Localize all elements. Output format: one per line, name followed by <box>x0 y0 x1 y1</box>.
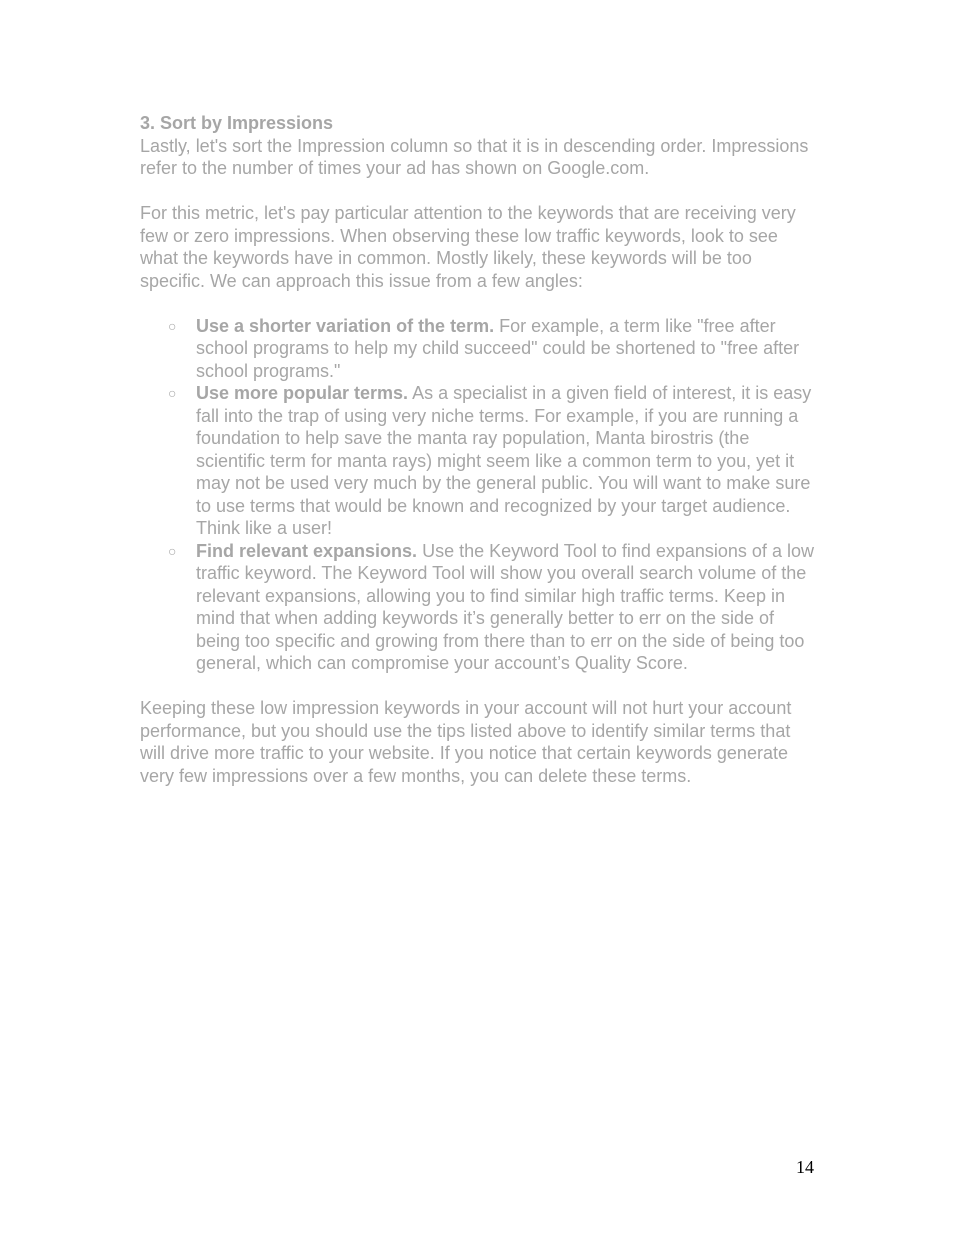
list-item <box>140 382 820 540</box>
list-item <box>140 540 820 675</box>
closing-paragraph: Keeping these low impression keywords in your account will not hurt your account performance, but you should use the tips listed above to identify similar terms that will drive more traffic to your website. If you notice that certain keywords generate very few impressions over a few months, you can delete these terms. <box>140 698 792 786</box>
document-content <box>140 112 820 810</box>
tips-list <box>140 315 820 675</box>
metric-paragraph: For this metric, let's pay particular attention to the keywords that are receiving very few or zero impressions. When observing these low traffic keywords, look to see what the keywords have in common. Mostly likely, these keywords will be too specific. We can approach this issue from a few angles: <box>140 203 796 291</box>
list-item-title: Use more popular terms. <box>196 383 409 403</box>
list-item <box>140 315 820 383</box>
list-item-text: As a specialist in a given field of interest, it is easy fall into the trap of using very niche terms. For example, if you are running a foundation to help save the manta ray population, Manta birostris (the scientific term for manta rays) might seem like a common term to you, yet it may not be used very much by the general public. You will want to make sure to use terms that would be known and recognized by your target audience. Think like a user! <box>196 383 812 538</box>
page-number: 14 <box>796 1157 814 1177</box>
list-item-text: Use the Keyword Tool to find expansions of a low traffic keyword. The Keyword Tool will show you overall search volume of the relevant expansions, allowing you to find similar high traffic terms. Keep in mind that when adding keywords it’s generally better to err on the side of being too specific and growing from there than to err on the side of being too general, which can compromise your account’s Quality Score. <box>196 540 814 673</box>
section-heading: 3. Sort by Impressions <box>140 113 334 133</box>
circle-bullet-icon: ○ <box>168 385 177 401</box>
list-item-title: Use a shorter variation of the term. <box>196 315 495 336</box>
intro-paragraph: Lastly, let's sort the Impression column so that it is in descending order. Impressions refer to the number of times your ad has shown on Google.com. <box>140 135 809 178</box>
list-item-text: For example, a term like "free after school programs to help my child succeed" could be shortened to "free after school programs." <box>196 315 800 381</box>
circle-bullet-icon: ○ <box>168 317 177 334</box>
list-item-title: Find relevant expansions. <box>196 540 418 561</box>
circle-bullet-icon: ○ <box>168 542 177 559</box>
